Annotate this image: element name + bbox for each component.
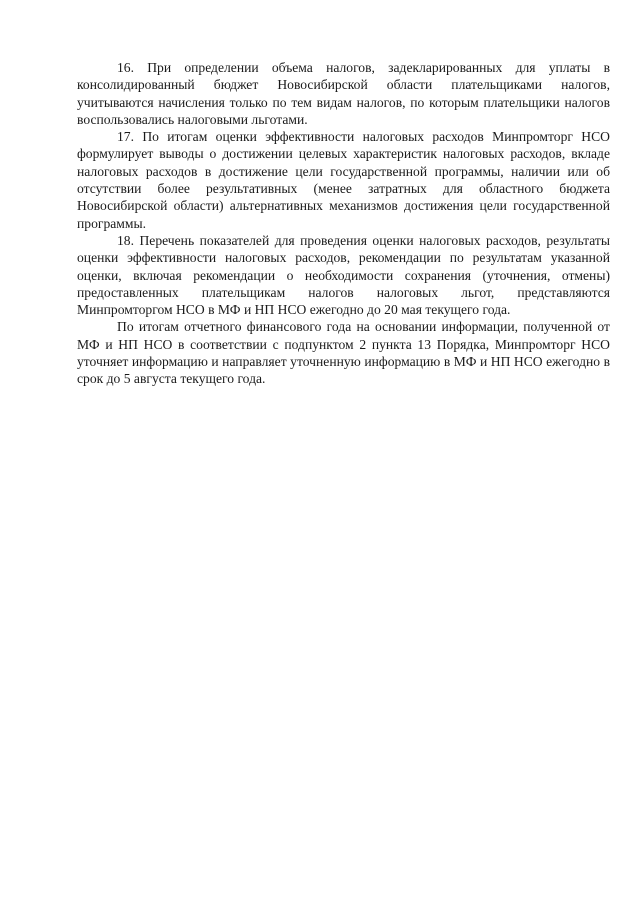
paragraph-16: 16. При определении объема налогов, задекларированных для уплаты в консолидированный бюджет Новосибирской области плательщиками налогов, учитываются начисления только по тем видам налогов, по которым плательщики налогов воспользовались налоговыми льготами. [77,60,610,127]
paragraph-18: 18. Перечень показателей для проведения оценки налоговых расходов, результаты оценки эффективности налоговых расходов, рекомендации по результатам указанной оценки, включая рекомендации о необходимости сохранения (уточнения, отмены) предоставленных плательщикам налогов налоговых льгот, представляются Минпромторгом НСО в МФ и НП НСО ежегодно до 20 мая текущего года. [77,232,610,318]
paragraph-17: 17. По итогам оценки эффективности налоговых расходов Минпромторг НСО формулирует выводы о достижении целевых характеристик налоговых расходов, вкладе налоговых расходов в достижение цели государственной программы, наличии или об отсутствии более результативных (менее затратных для областного бюджета Новосибирской области) альтернативных механизмов достижения цели государственной программы. [77,129,610,231]
document-body [77,59,610,388]
paragraph-annual-update: По итогам отчетного финансового года на основании информации, полученной от МФ и НП НСО в соответствии с подпунктом 2 пункта 13 Порядка, Минпромторг НСО уточняет информацию и направляет уточненную информацию в МФ и НП НСО ежегодно в срок до 5 августа текущего года. [77,319,610,387]
